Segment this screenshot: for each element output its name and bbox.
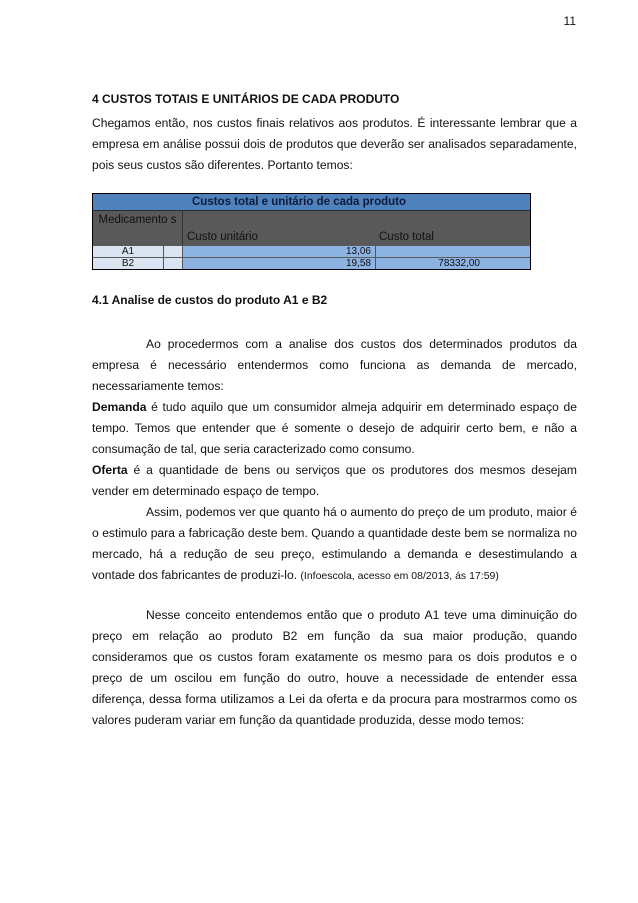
row-product: B2 [93,258,164,269]
header-custo-unitario: Custo unitário [187,231,258,243]
price-stimulus-text: Assim, podemos ver que quanto há o aumento do preço de um produto, maior é o estimulo para a fabricação deste bem. Quando a quantidade deste bem se normaliza no mercado, há a redução de seu preço, estimulando a demanda e desestimulando a vontade dos fabricantes de produzi-lo. [92,505,577,582]
paragraph-oferta [92,460,577,502]
row-total-cost [376,246,530,257]
costs-table [92,193,531,270]
header-custo-total: Custo total [379,231,434,243]
row-spacer [164,258,183,269]
paragraph-price-stimulus [92,502,577,587]
term-oferta: Oferta [92,463,128,477]
row-product: A1 [93,246,164,257]
row-unit-cost: 13,06 [183,246,376,257]
paragraph-demand-intro: Ao procedermos com a analise dos custos dos determinados produtos da empresa é necessário entendermos como funciona as demanda de mercado, necessariamente temos: [92,337,577,393]
table-title: Custos total e unitário de cada produto [93,194,530,211]
header-medicamentos: Medicamento s [93,211,183,245]
table-header-row [93,211,530,245]
table-row [93,257,530,269]
document-body [92,90,577,731]
paragraph-demanda [92,397,577,460]
section-4-intro: Chegamos então, nos custos finais relativos aos produtos. É interessante lembrar que a empresa em análise possui dois de produtos que deverão ser analisados separadamente, pois seus custos são diferentes. Portanto temos: [92,116,577,172]
row-unit-cost: 19,58 [183,258,376,269]
paragraph-conclusion: Nesse conceito entendemos então que o produto A1 teve uma diminuição do preço em relação ao produto B2 em função da sua maior produção, quando consideramos que os custos foram exatamente os mesmo para os dois produtos e o preço de um oscilou em função do outro, houve a necessidade de entender essa diferença, dessa forma utilizamos a Lei da oferta e da procura para mostrarmos como os valores puderam variar em função da quantidade produzida, desse modo temos: [92,608,577,727]
term-demanda: Demanda [92,400,147,414]
section-4-title: 4 CUSTOS TOTAIS E UNITÁRIOS DE CADA PRODUTO [92,92,400,106]
citation: (Infoescola, acesso em 08/2013, ás 17:59) [300,570,499,582]
oferta-definition: é a quantidade de bens ou serviços que os produtores dos mesmos desejam vender em determinado espaço de tempo. [92,463,577,498]
row-spacer [164,246,183,257]
demanda-definition: é tudo aquilo que um consumidor almeja adquirir em determinado espaço de tempo. Temos que entender que é somente o desejo de adquirir certo bem, e não a consumação de tal, que seria caracterizado como consumo. [92,400,577,456]
section-4-1-title: 4.1 Analise de custos do produto A1 e B2 [92,293,328,307]
row-total-cost: 78332,00 [376,258,530,269]
page-number: 11 [563,14,576,28]
table-row [93,245,530,257]
